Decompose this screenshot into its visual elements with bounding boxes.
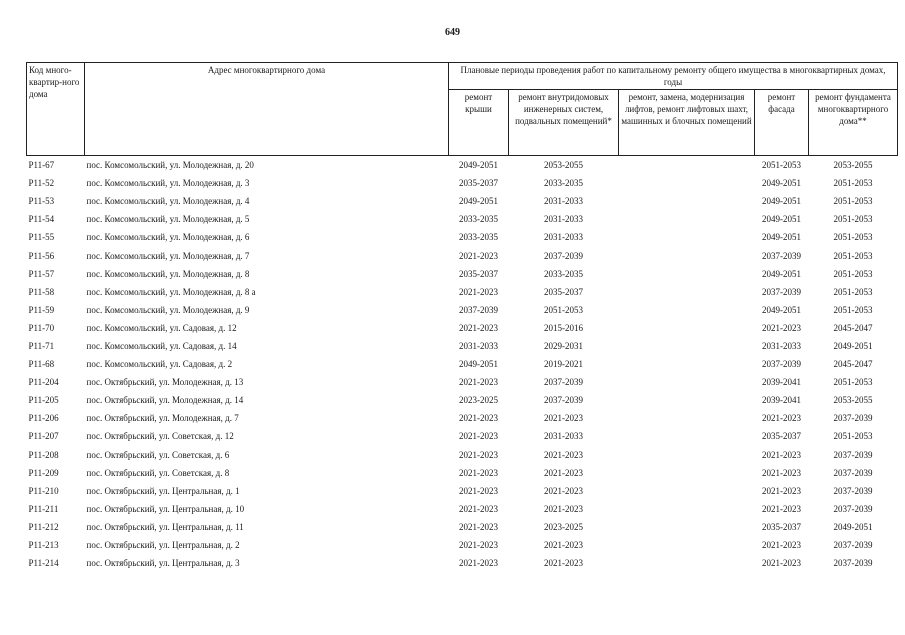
engineering-repair-period: 2029-2031	[544, 340, 583, 351]
house-code: Р11-210	[28, 485, 59, 496]
facade-repair-period: 2051-2053	[762, 160, 801, 171]
house-code: Р11-206	[28, 413, 59, 424]
roof-repair-period: 2037-2039	[459, 304, 498, 315]
foundation-repair-period: 2051-2053	[833, 196, 873, 207]
house-address: пос. Октябрьский, ул. Советская, д. 6	[86, 449, 230, 460]
engineering-repair-period: 2021-2023	[544, 540, 583, 551]
engineering-repair-period: 2033-2035	[544, 178, 583, 189]
facade-repair-period: 2021-2023	[762, 322, 801, 333]
house-code: Р11-67	[28, 160, 55, 171]
engineering-repair-period: 2021-2023	[544, 449, 583, 460]
foundation-repair-period: 2037-2039	[833, 449, 873, 460]
lift-repair-period	[619, 301, 755, 319]
house-address: пос. Октябрьский, ул. Советская, д. 8	[86, 467, 230, 478]
house-code: Р11-59	[28, 304, 55, 315]
table-row	[27, 246, 898, 264]
house-address: пос. Комсомольский, ул. Садовая, д. 12	[86, 322, 237, 333]
lift-repair-period	[619, 427, 755, 445]
lift-repair-period	[619, 554, 755, 572]
lift-repair-period	[619, 373, 755, 391]
engineering-repair-period: 2021-2023	[544, 413, 583, 424]
foundation-repair-period: 2037-2039	[833, 558, 873, 569]
house-code: Р11-52	[28, 178, 55, 189]
foundation-repair-period: 2037-2039	[833, 413, 873, 424]
foundation-repair-period: 2051-2053	[833, 304, 873, 315]
lift-repair-period	[619, 518, 755, 536]
roof-repair-period: 2049-2051	[459, 196, 498, 207]
roof-repair-period: 2035-2037	[459, 178, 498, 189]
foundation-repair-period: 2051-2053	[833, 286, 873, 297]
facade-repair-period: 2021-2023	[762, 540, 801, 551]
foundation-repair-period: 2051-2053	[833, 377, 873, 388]
engineering-repair-period: 2019-2021	[544, 359, 583, 370]
house-code: Р11-70	[28, 322, 55, 333]
facade-repair-period: 2039-2041	[762, 395, 801, 406]
roof-repair-period: 2021-2023	[459, 540, 498, 551]
house-code: Р11-212	[28, 521, 59, 532]
house-address: пос. Комсомольский, ул. Молодежная, д. 5	[86, 214, 250, 225]
table-row	[27, 446, 898, 464]
house-code: Р11-207	[28, 431, 59, 442]
foundation-repair-period: 2045-2047	[833, 322, 873, 333]
engineering-repair-period: 2031-2033	[544, 214, 583, 225]
house-address: пос. Комсомольский, ул. Молодежная, д. 8	[86, 268, 250, 279]
facade-repair-period: 2037-2039	[762, 250, 801, 261]
foundation-repair-period: 2051-2053	[833, 178, 873, 189]
lift-repair-period	[619, 500, 755, 518]
house-address: пос. Комсомольский, ул. Молодежная, д. 4	[86, 196, 250, 207]
engineering-repair-period: 2021-2023	[544, 467, 583, 478]
table-row	[27, 283, 898, 301]
house-code: Р11-58	[28, 286, 55, 297]
facade-repair-period: 2049-2051	[762, 232, 801, 243]
lift-repair-period	[619, 337, 755, 355]
house-code: Р11-71	[28, 340, 55, 351]
facade-repair-period: 2021-2023	[762, 558, 801, 569]
roof-repair-period: 2021-2023	[459, 485, 498, 496]
house-address: пос. Октябрьский, ул. Молодежная, д. 7	[86, 413, 239, 424]
table-row	[27, 156, 898, 175]
facade-repair-period: 2049-2051	[762, 214, 801, 225]
engineering-repair-period: 2031-2033	[544, 196, 583, 207]
facade-repair-period: 2049-2051	[762, 268, 801, 279]
table-row	[27, 319, 898, 337]
facade-repair-period: 2049-2051	[762, 178, 801, 189]
roof-repair-period: 2031-2033	[459, 340, 498, 351]
foundation-repair-period: 2051-2053	[833, 214, 873, 225]
house-code: Р11-204	[28, 377, 59, 388]
engineering-repair-period: 2031-2033	[544, 431, 583, 442]
lift-repair-period	[619, 228, 755, 246]
facade-repair-period: 2035-2037	[762, 431, 801, 442]
lift-repair-period	[619, 482, 755, 500]
lift-repair-period	[619, 391, 755, 409]
house-address: пос. Комсомольский, ул. Садовая, д. 14	[86, 340, 237, 351]
engineering-repair-period: 2037-2039	[544, 250, 583, 261]
house-code: Р11-53	[28, 196, 55, 207]
facade-repair-period: 2021-2023	[762, 485, 801, 496]
header-lift-repair: ремонт, замена, модернизация лифтов, ремонт лифтовых шахт, машинных и блочных помещений	[619, 90, 755, 156]
foundation-repair-period: 2037-2039	[833, 485, 873, 496]
foundation-repair-period: 2037-2039	[833, 503, 873, 514]
foundation-repair-period: 2051-2053	[833, 250, 873, 261]
house-address: пос. Комсомольский, ул. Молодежная, д. 20	[86, 160, 254, 171]
lift-repair-period	[619, 174, 755, 192]
engineering-repair-period: 2037-2039	[544, 377, 583, 388]
house-address: пос. Октябрьский, ул. Молодежная, д. 13	[86, 377, 244, 388]
facade-repair-period: 2049-2051	[762, 304, 801, 315]
header-address: Адрес многоквартирного дома	[85, 63, 449, 156]
lift-repair-period	[619, 319, 755, 337]
table-row	[27, 554, 898, 572]
facade-repair-period: 2021-2023	[762, 467, 801, 478]
foundation-repair-period: 2053-2055	[833, 395, 873, 406]
foundation-repair-period: 2051-2053	[833, 268, 873, 279]
table-row	[27, 464, 898, 482]
table-row	[27, 373, 898, 391]
house-code: Р11-211	[28, 503, 59, 514]
engineering-repair-period: 2051-2053	[544, 304, 583, 315]
house-address: пос. Комсомольский, ул. Молодежная, д. 8 а	[86, 286, 256, 297]
house-code: Р11-214	[28, 558, 59, 569]
lift-repair-period	[619, 355, 755, 373]
roof-repair-period: 2021-2023	[459, 467, 498, 478]
table-row	[27, 265, 898, 283]
roof-repair-period: 2033-2035	[459, 232, 498, 243]
foundation-repair-period: 2051-2053	[833, 232, 873, 243]
roof-repair-period: 2021-2023	[459, 431, 498, 442]
facade-repair-period: 2021-2023	[762, 503, 801, 514]
facade-repair-period: 2021-2023	[762, 449, 801, 460]
roof-repair-period: 2023-2025	[459, 395, 498, 406]
foundation-repair-period: 2037-2039	[833, 467, 873, 478]
foundation-repair-period: 2053-2055	[833, 160, 873, 171]
facade-repair-period: 2035-2037	[762, 521, 801, 532]
lift-repair-period	[619, 210, 755, 228]
house-address: пос. Комсомольский, ул. Молодежная, д. 6	[86, 232, 250, 243]
engineering-repair-period: 2021-2023	[544, 503, 583, 514]
lift-repair-period	[619, 246, 755, 264]
table-row	[27, 228, 898, 246]
roof-repair-period: 2021-2023	[459, 521, 498, 532]
roof-repair-period: 2021-2023	[459, 413, 498, 424]
lift-repair-period	[619, 156, 755, 175]
table-body	[27, 156, 898, 573]
facade-repair-period: 2037-2039	[762, 359, 801, 370]
house-code: Р11-68	[28, 359, 55, 370]
table-row	[27, 536, 898, 554]
house-address: пос. Октябрьский, ул. Центральная, д. 3	[86, 558, 240, 569]
header-roof-repair: ремонт крыши	[449, 90, 509, 156]
engineering-repair-period: 2031-2033	[544, 232, 583, 243]
roof-repair-period: 2049-2051	[459, 359, 498, 370]
table-row	[27, 355, 898, 373]
house-code: Р11-57	[28, 268, 55, 279]
roof-repair-period: 2021-2023	[459, 250, 498, 261]
house-address: пос. Комсомольский, ул. Молодежная, д. 7	[86, 250, 250, 261]
roof-repair-period: 2021-2023	[459, 558, 498, 569]
roof-repair-period: 2021-2023	[459, 377, 498, 388]
house-code: Р11-205	[28, 395, 59, 406]
house-address: пос. Комсомольский, ул. Молодежная, д. 9	[86, 304, 250, 315]
roof-repair-period: 2049-2051	[459, 160, 498, 171]
facade-repair-period: 2037-2039	[762, 286, 801, 297]
house-address: пос. Октябрьский, ул. Молодежная, д. 14	[86, 395, 244, 406]
table-row	[27, 518, 898, 536]
header-planned-periods: Плановые периоды проведения работ по капитальному ремонту общего имущества в многоквартирных домах, годы	[449, 63, 898, 90]
engineering-repair-period: 2023-2025	[544, 521, 583, 532]
roof-repair-period: 2021-2023	[459, 322, 498, 333]
roof-repair-period: 2021-2023	[459, 286, 498, 297]
table-row	[27, 500, 898, 518]
engineering-repair-period: 2037-2039	[544, 395, 583, 406]
lift-repair-period	[619, 192, 755, 210]
house-address: пос. Комсомольский, ул. Молодежная, д. 3	[86, 178, 250, 189]
table-row	[27, 482, 898, 500]
engineering-repair-period: 2021-2023	[544, 485, 583, 496]
house-address: пос. Октябрьский, ул. Центральная, д. 10	[86, 503, 245, 514]
house-code: Р11-55	[28, 232, 55, 243]
lift-repair-period	[619, 464, 755, 482]
table-row	[27, 337, 898, 355]
house-address: пос. Октябрьский, ул. Советская, д. 12	[86, 431, 234, 442]
engineering-repair-period: 2015-2016	[544, 322, 583, 333]
facade-repair-period: 2021-2023	[762, 413, 801, 424]
lift-repair-period	[619, 446, 755, 464]
house-address: пос. Октябрьский, ул. Центральная, д. 1	[86, 485, 240, 496]
lift-repair-period	[619, 536, 755, 554]
house-address: пос. Комсомольский, ул. Садовая, д. 2	[86, 359, 233, 370]
table-row	[27, 301, 898, 319]
header-foundation-repair: ремонт фундамента многоквартирного дома**	[809, 90, 898, 156]
roof-repair-period: 2035-2037	[459, 268, 498, 279]
repair-schedule-table	[26, 62, 898, 572]
engineering-repair-period: 2021-2023	[544, 558, 583, 569]
facade-repair-period: 2031-2033	[762, 340, 801, 351]
table-row	[27, 409, 898, 427]
roof-repair-period: 2021-2023	[459, 449, 498, 460]
engineering-repair-period: 2053-2055	[544, 160, 583, 171]
house-code: Р11-54	[28, 214, 55, 225]
foundation-repair-period: 2051-2053	[833, 431, 873, 442]
table-row	[27, 210, 898, 228]
roof-repair-period: 2021-2023	[459, 503, 498, 514]
header-house-code: Код много-квартир-ного дома	[27, 63, 85, 156]
header-engineering-repair: ремонт внутридомовых инженерных систем, подвальных помещений*	[509, 90, 619, 156]
engineering-repair-period: 2033-2035	[544, 268, 583, 279]
facade-repair-period: 2049-2051	[762, 196, 801, 207]
foundation-repair-period: 2037-2039	[833, 540, 873, 551]
page-number: 649	[445, 27, 460, 38]
house-code: Р11-213	[28, 540, 59, 551]
facade-repair-period: 2039-2041	[762, 377, 801, 388]
table-row	[27, 174, 898, 192]
table-row	[27, 391, 898, 409]
table-row	[27, 427, 898, 445]
house-address: пос. Октябрьский, ул. Центральная, д. 11	[86, 521, 244, 532]
foundation-repair-period: 2049-2051	[833, 340, 873, 351]
foundation-repair-period: 2049-2051	[833, 521, 873, 532]
header-facade-repair: ремонт фасада	[755, 90, 809, 156]
lift-repair-period	[619, 283, 755, 301]
roof-repair-period: 2033-2035	[459, 214, 498, 225]
foundation-repair-period: 2045-2047	[833, 359, 873, 370]
lift-repair-period	[619, 265, 755, 283]
engineering-repair-period: 2035-2037	[544, 286, 583, 297]
house-code: Р11-208	[28, 449, 59, 460]
lift-repair-period	[619, 409, 755, 427]
table-row	[27, 192, 898, 210]
house-code: Р11-56	[28, 250, 55, 261]
house-code: Р11-209	[28, 467, 59, 478]
house-address: пос. Октябрьский, ул. Центральная, д. 2	[86, 540, 240, 551]
